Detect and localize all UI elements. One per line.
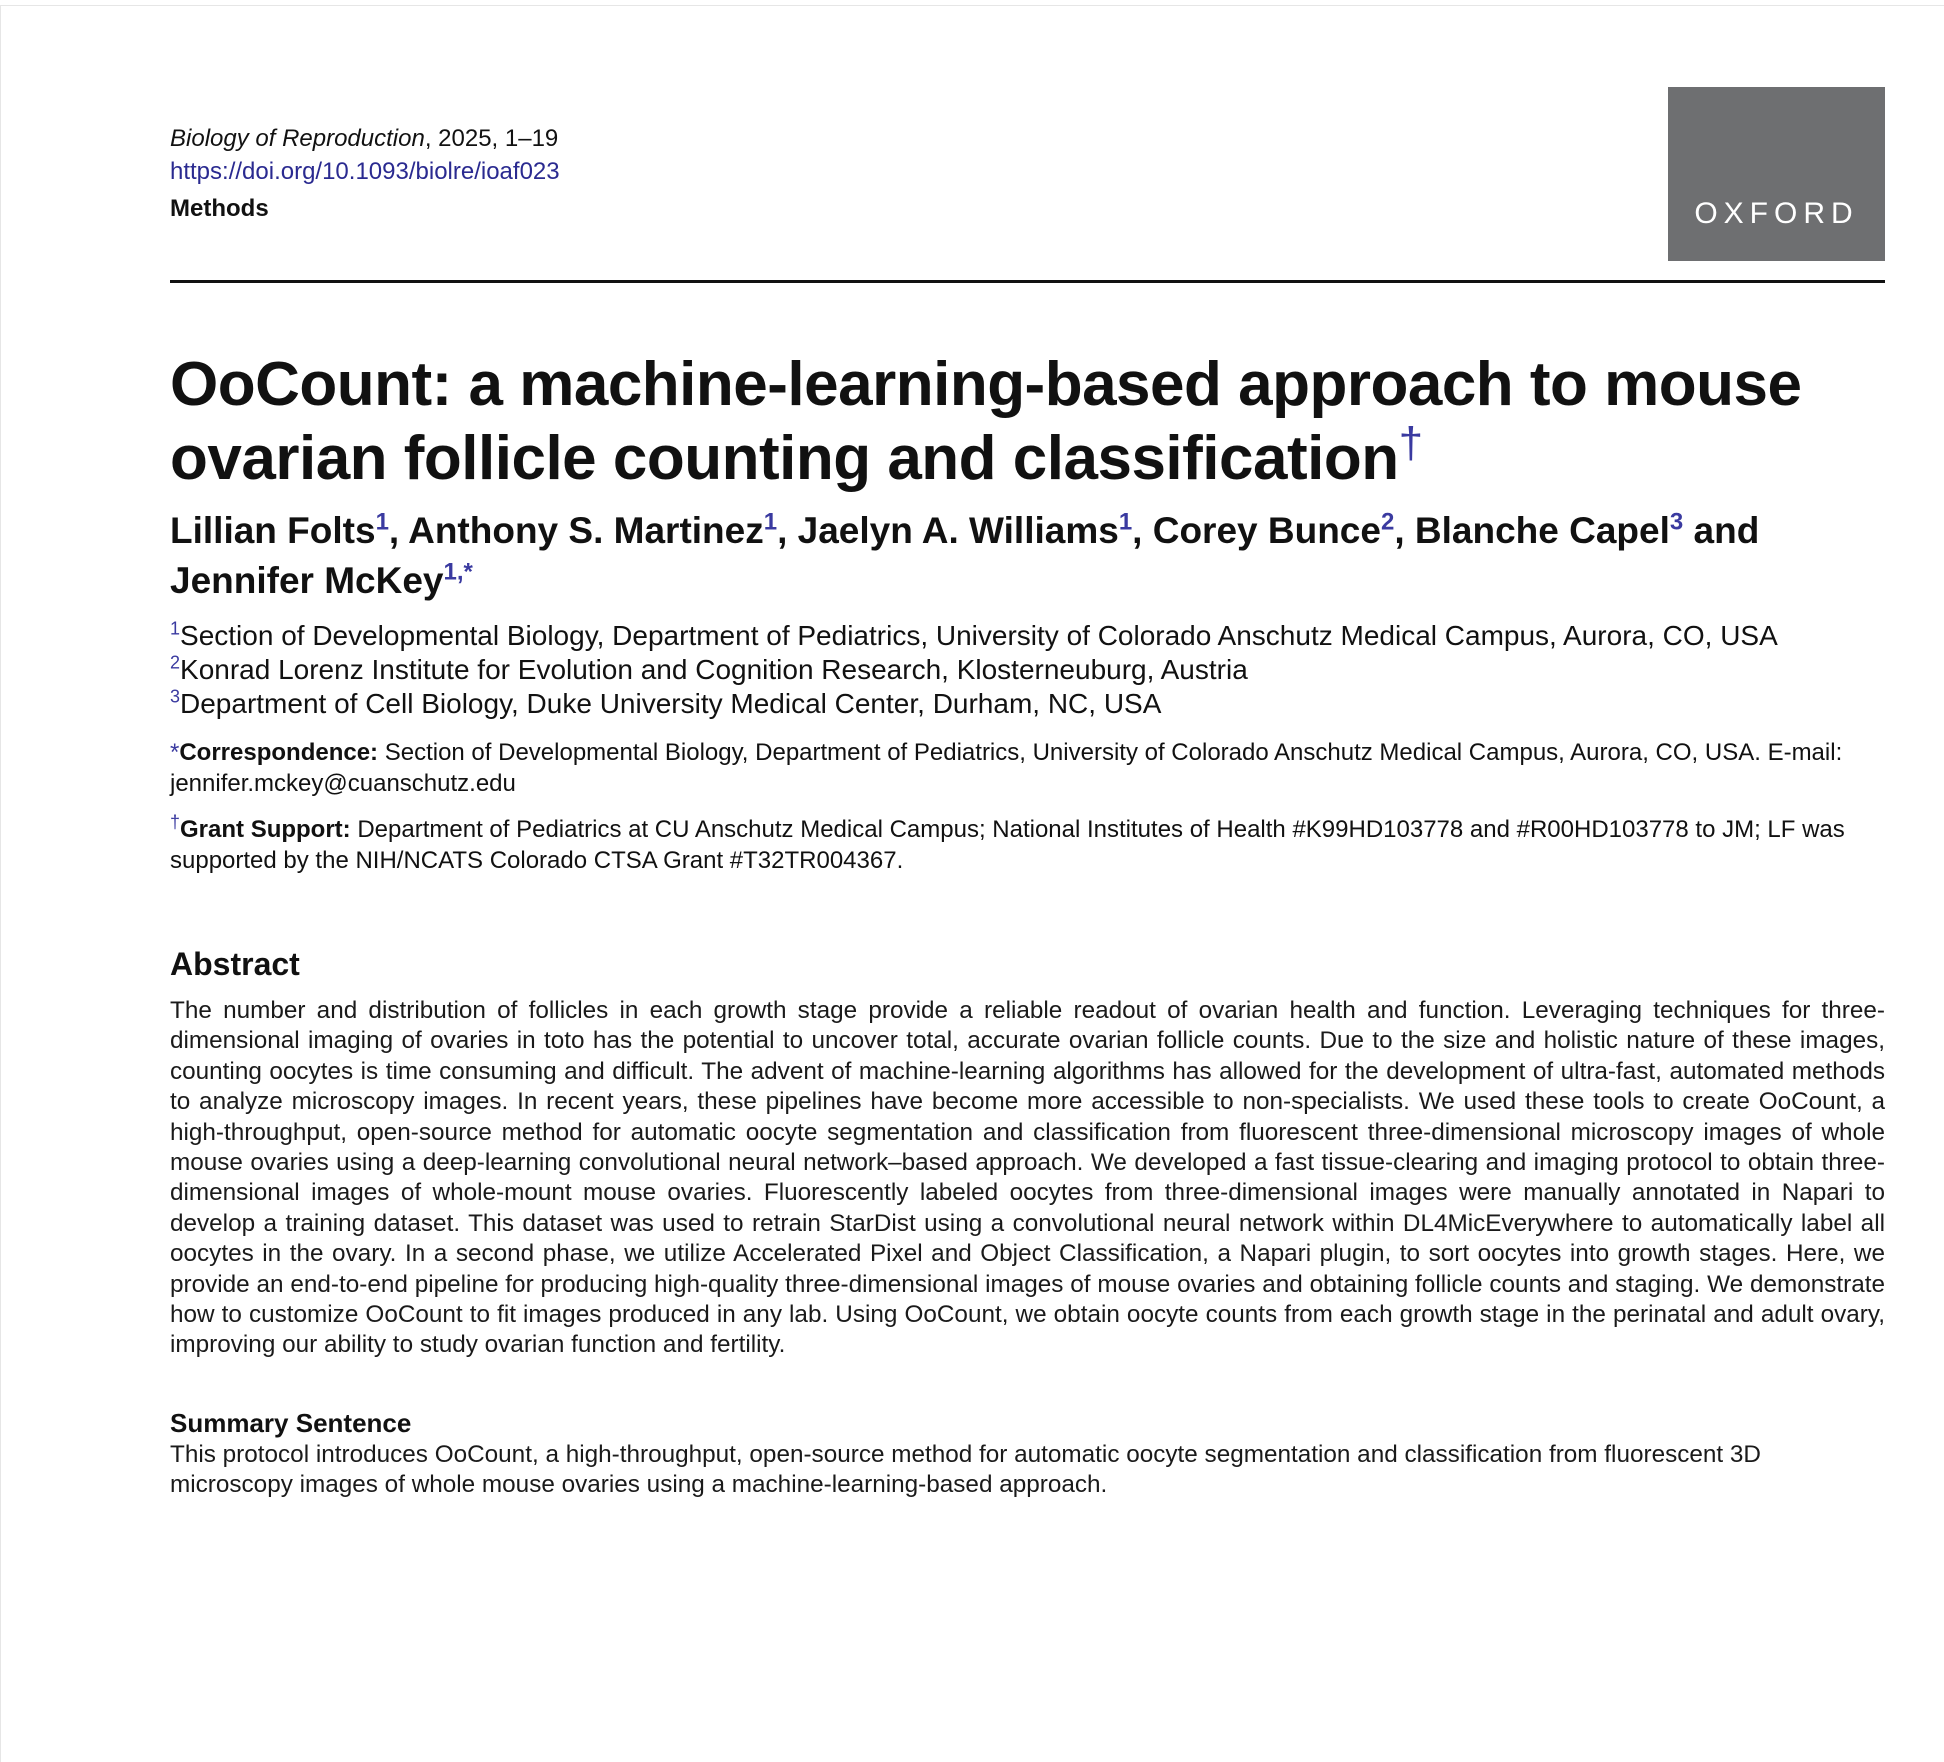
article-title-text: OoCount: a machine-learning-based approach to mouse ovarian follicle counting and classification	[170, 350, 1802, 493]
author-separator: ,	[388, 510, 409, 551]
grant-text: Department of Pediatrics at CU Anschutz Medical Campus; National Institutes of Health #K99HD103778 and #R00HD103778 to JM; LF was supported by the NIH/NCATS Colorado CTSA Grant #T32TR004367.	[170, 816, 1845, 874]
page	[0, 5, 1944, 1762]
oxford-logo	[1668, 87, 1885, 261]
affiliation-number: 1	[170, 618, 181, 639]
author-name[interactable]: Corey Bunce	[1152, 510, 1381, 551]
author-list	[170, 506, 1885, 606]
author-separator: ,	[777, 510, 798, 551]
article-type: Methods	[170, 195, 269, 222]
affiliation-number: 3	[170, 686, 181, 707]
author-name[interactable]: Jennifer McKey	[170, 560, 444, 601]
author-name[interactable]: Lillian Folts	[170, 510, 376, 551]
article-title	[170, 348, 1885, 496]
journal-name: Biology of Reproduction	[170, 125, 425, 152]
affiliation-text: Department of Cell Biology, Duke University Medical Center, Durham, NC, USA	[180, 688, 1162, 719]
author-name[interactable]: Jaelyn A. Williams	[797, 510, 1119, 551]
summary-heading: Summary Sentence	[170, 1408, 412, 1438]
journal-meta	[170, 122, 560, 225]
affiliations	[170, 619, 1778, 721]
correspondence-label: Correspondence:	[179, 739, 379, 766]
author-affiliation-marker[interactable]: 2	[1380, 508, 1395, 536]
author-affiliation-marker[interactable]: 1	[375, 508, 389, 536]
affiliation-text: Section of Developmental Biology, Department of Pediatrics, University of Colorado Anschutz Medical Campus, Aurora, CO, USA	[180, 620, 1778, 651]
author-name[interactable]: Anthony S. Martinez	[408, 510, 764, 551]
journal-citation	[170, 122, 560, 155]
affiliation-line	[170, 687, 1778, 721]
author-separator: and	[1683, 510, 1760, 551]
correspondence-text: Section of Developmental Biology, Department of Pediatrics, University of Colorado Anschutz Medical Campus, Aurora, CO, USA. E-mail: jennifer.mckey@cuanschutz.edu	[170, 739, 1843, 797]
journal-year-pages: , 2025, 1–19	[424, 125, 559, 152]
author-affiliation-marker[interactable]: 1	[763, 508, 778, 536]
author-affiliation-marker[interactable]: 3	[1669, 508, 1684, 536]
grant-marker: †	[170, 812, 181, 832]
author-name[interactable]: Blanche Capel	[1414, 510, 1670, 551]
affiliation-line	[170, 619, 1778, 653]
abstract-body: The number and distribution of follicles in each growth stage provide a reliable readout of ovarian health and function. Leveraging techniques for three-dimensional imaging of ovaries in toto has the potential to uncover total, accurate ovarian follicle counts. Due to the size and holistic nature of these images, counting oocytes is time consuming and difficult. The advent of machine-learning algorithms has allowed for the development of ultra-fast, automated methods to analyze microscopy images. In recent years, these pipelines have become more accessible to non-specialists. We used these tools to create OoCount, a high-throughput, open-source method for automatic oocyte segmentation and classification from fluorescent three-dimensional microscopy images of whole mouse ovaries using a deep-learning convolutional neural network–based approach. We developed a fast tissue-clearing and imaging protocol to obtain three-dimensional images of whole-mount mouse ovaries. Fluorescently labeled oocytes from three-dimensional images were manually annotated in Napari to develop a training dataset. This dataset was used to retrain StarDist using a convolutional neural network within DL4MicEverywhere to automatically label all oocytes in the ovary. In a second phase, we utilize Accelerated Pixel and Object Classification, a Napari plugin, to sort oocytes into growth stages. Here, we provide an end-to-end pipeline for producing high-quality three-dimensional images of mouse ovaries and obtaining follicle counts and staging. We demonstrate how to customize OoCount to fit images produced in any lab. Using OoCount, we obtain oocyte counts from each growth stage in the perinatal and adult ovary, improving our ability to study ovarian function and fertility.	[170, 997, 1885, 1359]
title-note-marker[interactable]: †	[1398, 418, 1423, 468]
author-separator: ,	[1132, 510, 1153, 551]
abstract-heading: Abstract	[170, 946, 300, 982]
author-affiliation-marker[interactable]: 1,*	[443, 558, 473, 586]
correspondence-marker: *	[170, 739, 180, 766]
header-rule	[170, 280, 1885, 283]
author-affiliation-marker[interactable]: 1	[1118, 508, 1133, 536]
affiliation-text: Konrad Lorenz Institute for Evolution and Cognition Research, Klosterneuburg, Austria	[180, 654, 1248, 685]
summary-body: This protocol introduces OoCount, a high-throughput, open-source method for automatic oocyte segmentation and classification from fluorescent 3D microscopy images of whole mouse ovaries using a machine-learning-based approach.	[170, 1441, 1761, 1499]
doi-link[interactable]: https://doi.org/10.1093/biolre/ioaf023	[170, 158, 560, 185]
correspondence	[170, 737, 1885, 799]
affiliation-number: 2	[170, 652, 181, 673]
author-separator: ,	[1394, 510, 1415, 551]
grant-support	[170, 814, 1885, 876]
oxford-logo-text: OXFORD	[1694, 197, 1859, 230]
grant-label: Grant Support:	[180, 816, 351, 843]
affiliation-line	[170, 653, 1778, 687]
